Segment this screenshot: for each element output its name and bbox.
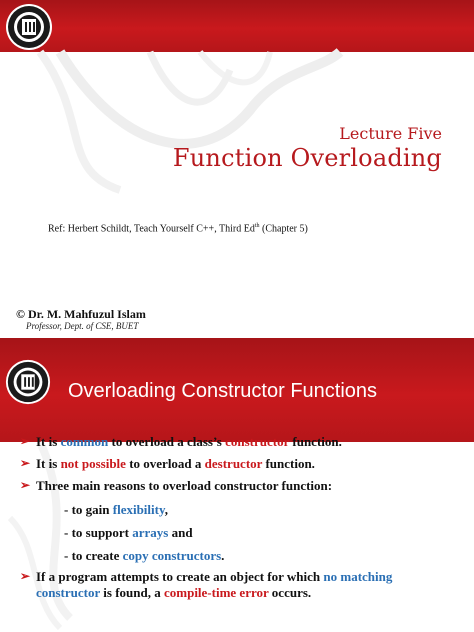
text: function.: [289, 434, 342, 449]
content-slide-title: Overloading Constructor Functions: [68, 380, 378, 402]
arrow-bullet-icon: ➢: [20, 478, 31, 492]
reference-text: [48, 223, 308, 234]
text: to overload a: [125, 456, 205, 471]
ref-suffix: (Chapter 5): [259, 223, 308, 235]
ref-prefix: Ref: Herbert Schildt, Teach Yourself C++, Third Ed: [48, 223, 255, 235]
text: It is: [36, 456, 61, 471]
arrow-bullet-icon: ➢: [20, 434, 31, 448]
content-slide: [0, 338, 474, 632]
text: occurs.: [268, 585, 312, 600]
buet-logo-icon: [4, 358, 52, 406]
buet-logo-icon: [4, 2, 54, 52]
highlight: flexibility: [112, 502, 165, 517]
text: to overload a class’s: [108, 434, 226, 449]
text: ,: [164, 502, 168, 517]
author-name: © Dr. M. Mahfuzul Islam: [16, 307, 146, 321]
text: is found, a: [100, 585, 164, 600]
text: - to gain: [64, 502, 113, 517]
text: If a program attempts to create an object for which: [36, 569, 324, 584]
highlight: constructor: [225, 434, 290, 449]
arrow-bullet-icon: ➢: [20, 456, 31, 470]
author-title: Professor, Dept. of CSE, BUET: [26, 321, 139, 331]
text: .: [221, 548, 225, 563]
highlight: copy constructors: [122, 548, 222, 563]
highlight: constructor: [36, 585, 101, 600]
slide-title: Function Overloading: [172, 144, 442, 172]
text: function.: [262, 456, 315, 471]
arrow-bullet-icon: ➢: [20, 569, 31, 583]
highlight: arrays: [132, 525, 169, 540]
text: and: [168, 525, 193, 540]
text: - to support: [64, 525, 133, 540]
highlight: common: [60, 434, 109, 449]
highlight: compile-time error: [163, 585, 269, 600]
highlight: destructor: [204, 456, 263, 471]
highlight: not possible: [60, 456, 126, 471]
text: - to create: [64, 548, 123, 563]
lecture-label: Lecture Five: [339, 124, 442, 143]
ref-sup: th: [254, 223, 260, 229]
text: It is: [36, 434, 61, 449]
text: Three main reasons to overload constructor function:: [36, 478, 333, 493]
highlight: no matching: [323, 569, 393, 584]
